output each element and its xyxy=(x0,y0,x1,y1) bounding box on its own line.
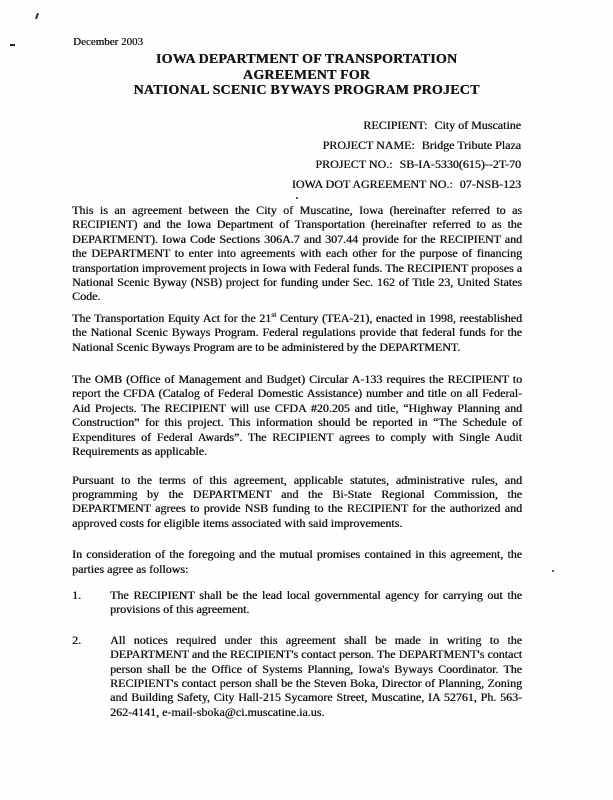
project-no-value: SB-IA-5330(615)--2T-70 xyxy=(399,157,521,172)
item-number: 1. xyxy=(72,587,81,602)
project-no-line xyxy=(292,155,521,175)
project-name-value: Bridge Tribute Plaza xyxy=(421,137,521,152)
document-body xyxy=(72,203,522,719)
scan-artifact xyxy=(35,13,38,19)
paragraph-omb-cfda: The OMB (Office of Management and Budget) Circular A-133 requires the RECIPIENT to report the CFDA (Catalog of Federal Domestic Assistance) number and title on all Federal-Aid Projects. The RECIPIENT will use CFDA #20.205 and title, “Highway Planning and Construction” for this project. This information should be reported in “The Schedule of Expenditures of Federal Awards”. The RECIPIENT agrees to comply with Single Audit Requirements as applicable. xyxy=(72,372,522,459)
recipient-label: RECIPIENT: xyxy=(363,118,428,132)
item-text: All notices required under this agreement shall be made in writing to the DEPARTMENT and the RECIPIENT's contact person. The DEPARTMENT's contact person shall be the Office of Systems Planning, Iowa's Byways Coordinator. The RECIPIENT's contact person shall be the Steven Boka, Director of Planning, Zoning and Building Safety, City Hall-215 Sycamore Street, Muscatine, IA 52761, Ph. 563-262-4141, e-mail-sboka@ci.muscatine.ia.us. xyxy=(110,632,522,719)
list-item xyxy=(72,633,522,719)
project-name-line xyxy=(292,136,521,156)
scan-artifact xyxy=(296,197,298,199)
item-number: 2. xyxy=(72,632,81,647)
agreement-no-line xyxy=(292,175,521,195)
recipient-line xyxy=(292,116,521,136)
title-line-2: AGREEMENT FOR xyxy=(242,67,371,83)
project-name-label: PROJECT NAME: xyxy=(322,137,415,152)
tea21-text-post: Century (TEA-21), enacted in 1998, reestablished the National Scenic Byways Program. Federal regulations provide that federal funds for the National Scenic Byways Program are to be administered by the DEPARTMENT. xyxy=(72,310,522,354)
reference-block xyxy=(292,116,521,194)
ordinal-superscript: st xyxy=(271,309,277,319)
scan-artifact xyxy=(552,570,554,572)
project-no-label: PROJECT NO.: xyxy=(315,157,393,172)
paragraph-tea21 xyxy=(72,311,522,354)
paragraph-agreement-parties: This is an agreement between the City of Muscatine, Iowa (hereinafter referred to as RECIPIENT) and the Iowa Department of Transportation (hereinafter referred to as the DEPARTMENT). Iowa Code Sections 306A.7 and 307.44 provide for the RECIPIENT and the DEPARTMENT to enter into agreements with each other for the purpose of financing transportation improvement projects in Iowa with Federal funds. The RECIPIENT proposes a National Scenic Byway (NSB) project for funding under Sec. 162 of Title 23, United States Code. xyxy=(72,203,522,304)
title-line-1: IOWA DEPARTMENT OF TRANSPORTATION xyxy=(155,52,458,67)
recipient-value: City of Muscatine xyxy=(434,118,521,132)
tea21-text-pre: The Transportation Equity Act for the 21 xyxy=(72,310,272,325)
agreement-no-value: 07-NSB-123 xyxy=(459,176,521,191)
scan-artifact xyxy=(10,44,15,46)
document-title xyxy=(0,52,613,99)
title-line-3: NATIONAL SCENIC BYWAYS PROGRAM PROJECT xyxy=(133,83,480,99)
paragraph-funding: Pursuant to the terms of this agreement, applicable statutes, administrative rules, and programming by the DEPARTMENT and the Bi-State Regional Commission, the DEPARTMENT agrees to provide NSB funding to the RECIPIENT for the authorized and approved costs for eligible items associated with said improvements. xyxy=(72,472,522,530)
list-item xyxy=(72,588,522,617)
item-text: The RECIPIENT shall be the lead local governmental agency for carrying out the provisions of this agreement. xyxy=(110,587,522,617)
document-date: December 2003 xyxy=(73,36,143,48)
paragraph-consideration: In consideration of the foregoing and the mutual promises contained in this agreement, the parties agree as follows: xyxy=(72,547,522,576)
agreement-no-label: IOWA DOT AGREEMENT NO.: xyxy=(291,176,453,191)
